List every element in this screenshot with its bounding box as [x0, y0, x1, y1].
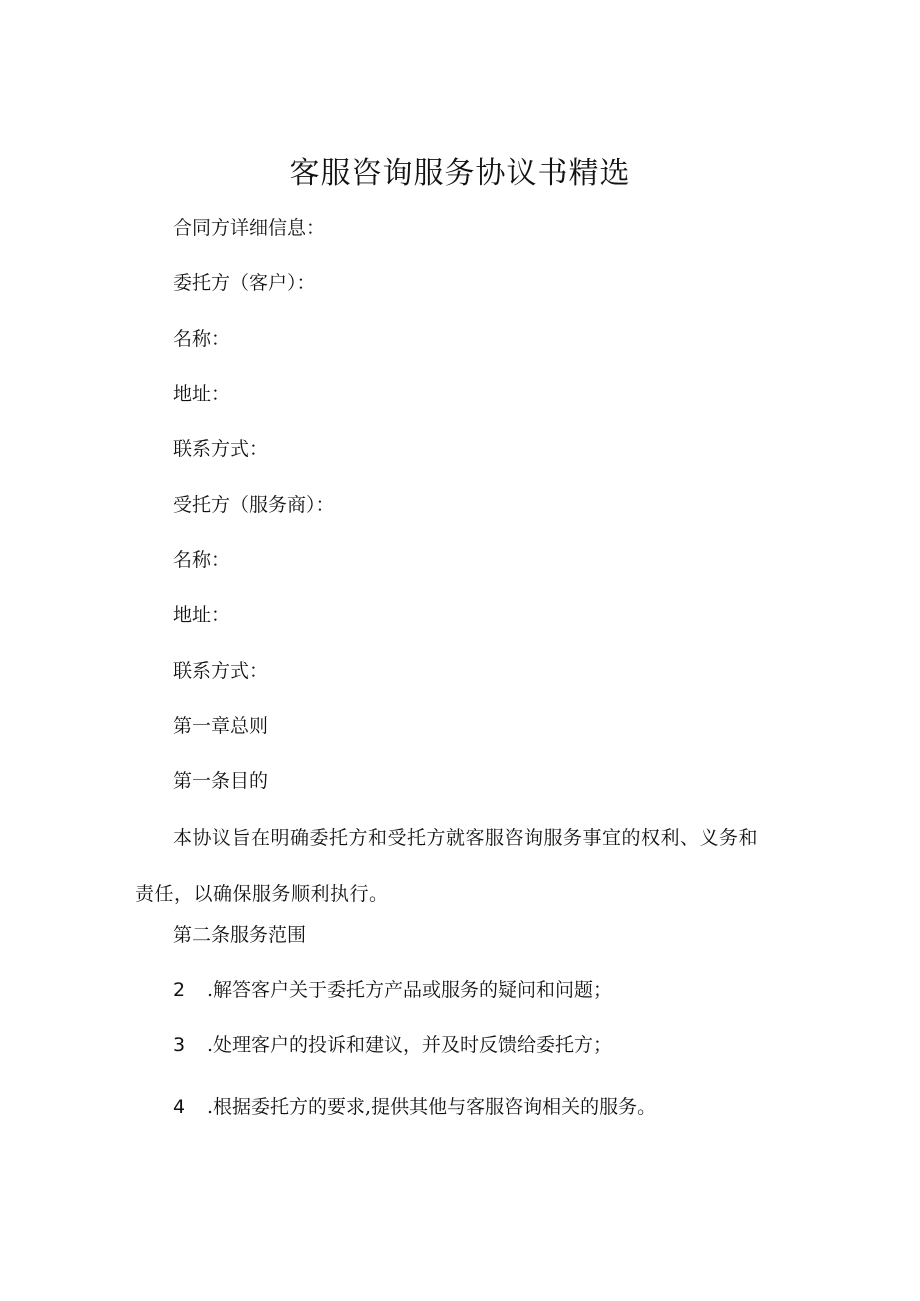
- client-contact-label: 联系方式：: [173, 438, 269, 460]
- provider-address-label: 地址：: [173, 604, 231, 626]
- client-address-label: 地址：: [173, 383, 231, 405]
- chapter-1-title: 第一章总则: [173, 715, 269, 737]
- list-item-text: .处理客户的投诉和建议，并及时反馈给委托方；: [207, 1034, 613, 1056]
- list-item: [173, 976, 612, 1004]
- list-item-text: .根据委托方的要求,提供其他与客服咨询相关的服务。: [207, 1096, 657, 1118]
- client-heading: 委托方（客户）：: [173, 272, 316, 294]
- client-name-label: 名称：: [173, 328, 231, 350]
- provider-contact-label: 联系方式：: [173, 660, 269, 682]
- party-info-heading: 合同方详细信息：: [173, 217, 326, 239]
- document-title: 客服咨询服务协议书精选: [289, 156, 631, 191]
- list-item-number: 4: [173, 1096, 186, 1118]
- list-item-text: .解答客户关于委托方产品或服务的疑问和问题；: [207, 979, 613, 1001]
- provider-heading: 受托方（服务商）：: [173, 494, 335, 516]
- list-item: [173, 1093, 656, 1121]
- list-item-number: 2: [173, 979, 186, 1001]
- list-item: [173, 1031, 612, 1059]
- list-item-number: 3: [173, 1034, 186, 1056]
- article-1-title: 第一条目的: [173, 770, 269, 792]
- provider-name-label: 名称：: [173, 549, 231, 571]
- article-1-body: 本协议旨在明确委托方和受托方就客服咨询服务事宜的权利、义务和责任，以确保服务顺利执行。: [135, 827, 759, 905]
- article-2-title: 第二条服务范围: [173, 924, 307, 946]
